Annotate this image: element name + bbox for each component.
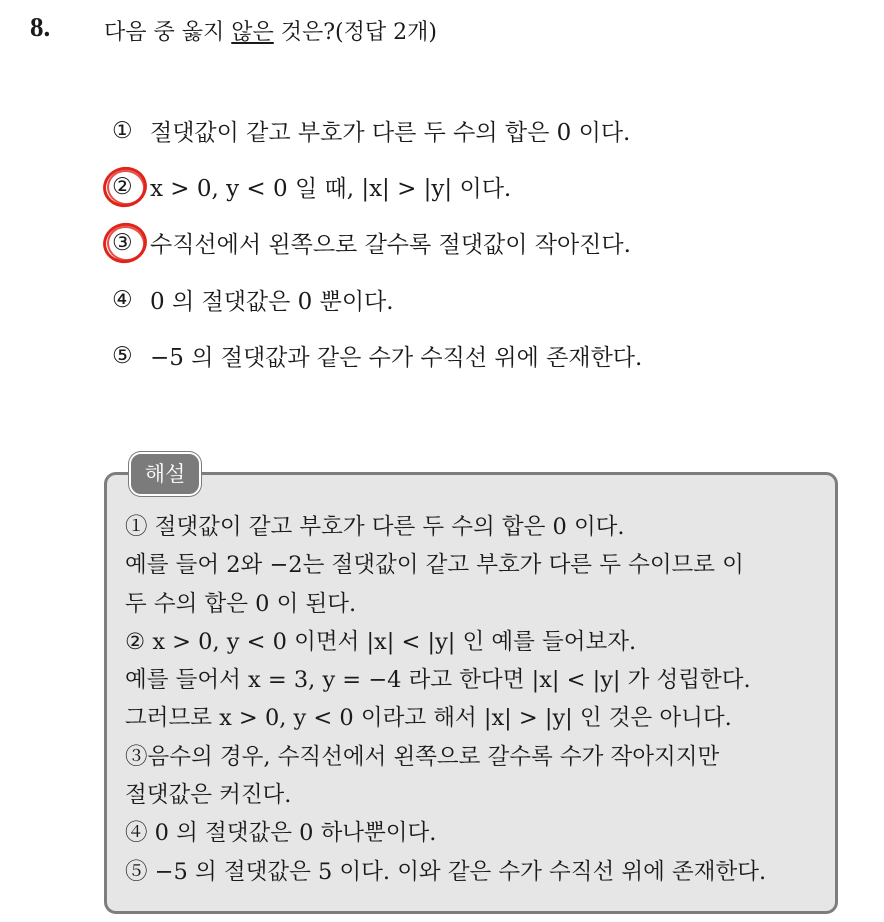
choice-5[interactable] [112, 339, 642, 372]
choice-text: −5 의 절댓값과 같은 수가 수직선 위에 존재한다. [150, 345, 643, 371]
choice-number: ⑤ [112, 342, 133, 369]
choice-text: x > 0, y < 0 일 때, |x| > |y| 이다. [150, 176, 512, 202]
explanation-line: 두 수의 합은 0 이 된다. [125, 590, 357, 617]
question-underlined-word: 않은 [231, 20, 274, 45]
choice-text: 수직선에서 왼쪽으로 갈수록 절댓값이 작아진다. [150, 232, 631, 258]
question-number: 8. [30, 12, 51, 42]
choice-text: 절댓값이 같고 부호가 다른 두 수의 합은 0 이다. [150, 120, 631, 146]
explanation-text [125, 508, 766, 891]
choice-number: ③ [112, 230, 150, 256]
explanation-line: 예를 들어 2와 −2는 절댓값이 같고 부호가 다른 두 수이므로 이 [125, 552, 744, 579]
explanation-line: 예를 들어서 x = 3, y = −4 라고 한다면 |x| < |y| 가 성립한다. [125, 667, 751, 694]
choice-text: 0 의 절댓값은 0 뿐이다. [150, 289, 394, 315]
choice-number: ① [112, 117, 133, 144]
explanation-line: ③음수의 경우, 수직선에서 왼쪽으로 갈수록 수가 작아지지만 [125, 743, 720, 770]
question-text [104, 15, 437, 46]
question-text-before: 다음 중 옳지 [104, 20, 232, 45]
question-text-after: 것은?(정답 2개) [273, 20, 437, 45]
explanation-line: ④ 0 의 절댓값은 0 하나뿐이다. [125, 820, 437, 847]
explanation-label: 해설 [129, 452, 201, 496]
choice-number: ② [112, 174, 150, 200]
explanation-line: ② x > 0, y < 0 이면서 |x| < |y| 인 예를 들어보자. [125, 628, 637, 655]
choice-number: ④ [112, 286, 133, 313]
explanation-line: 그러므로 x > 0, y < 0 이라고 해서 |x| > |y| 인 것은 아니다. [125, 705, 732, 732]
choice-2[interactable] [112, 170, 511, 203]
explanation-line: 절댓값은 커진다. [125, 782, 292, 809]
explanation-line: ⑤ −5 의 절댓값은 5 이다. 이와 같은 수가 수직선 위에 존재한다. [125, 858, 767, 885]
choice-3[interactable] [112, 226, 631, 259]
choice-4[interactable] [112, 283, 394, 316]
explanation-line: ① 절댓값이 같고 부호가 다른 두 수의 합은 0 이다. [125, 514, 625, 540]
choice-1[interactable] [112, 114, 630, 147]
